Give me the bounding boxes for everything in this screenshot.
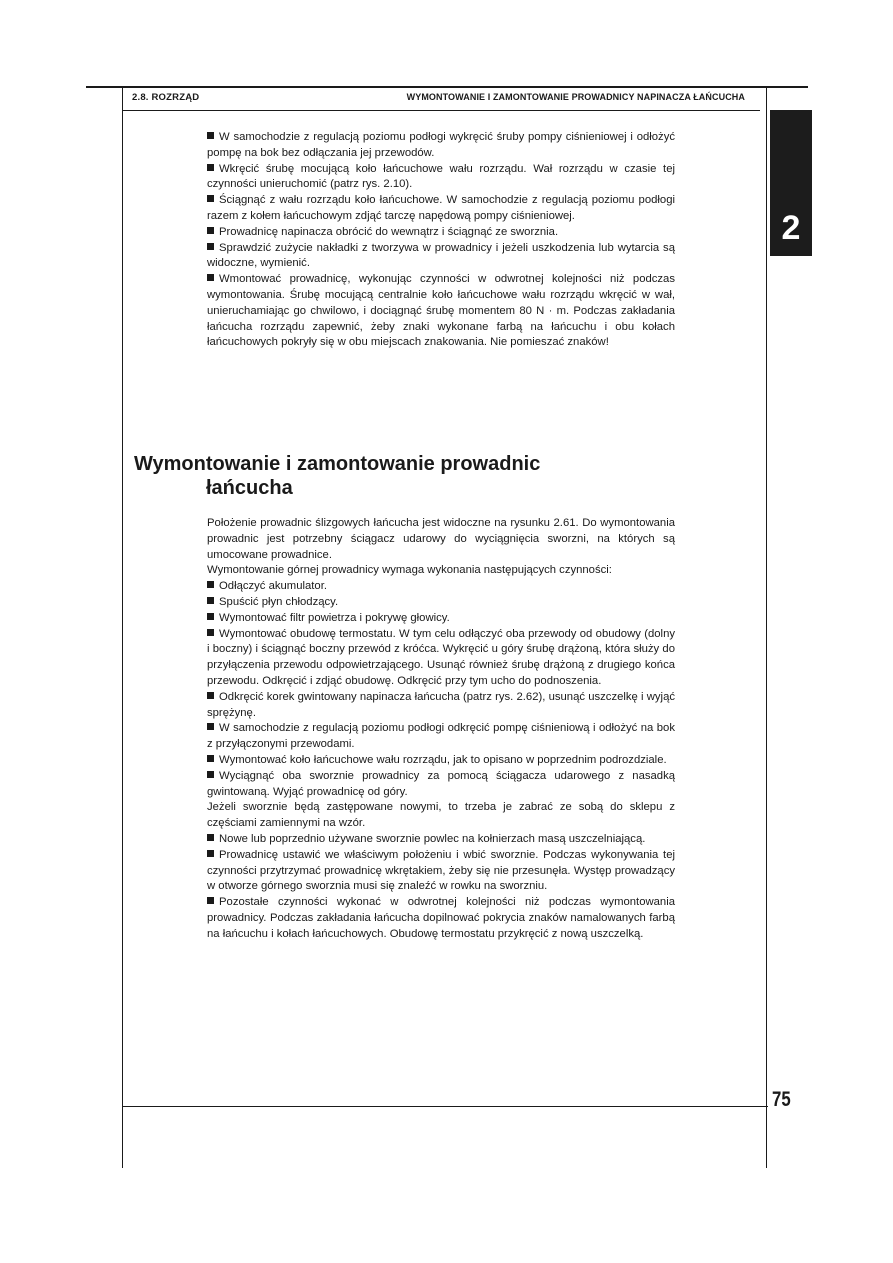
bullet-square-icon xyxy=(207,274,214,281)
bullet-square-icon xyxy=(207,850,214,857)
procedure-block-1 xyxy=(207,130,675,351)
section-heading-line1: Wymontowanie i zamontowanie prowadnic xyxy=(134,453,541,475)
list-item: W samochodzie z regulacją poziomu podłogi odkręcić pompę ciśnieniową i odłożyć na bok z przyłączonymi przewodami. xyxy=(207,722,675,751)
list-item: Wymontować obudowę termostatu. W tym celu odłączyć oba przewody od obudowy (dolny i boczny) i ściągnąć boczny przewód z króćca. Wykręcić u góry śrubę drążoną, która służy do przyłączenia przewodu odpowietrzającego. Usunąć również śrubę drążoną z drugiego końca przewodu. Odkręcić i zdjąć obudowę. Odkręcić przy tym ucho do podnoszenia. xyxy=(207,627,675,687)
running-header-section: 2.8. ROZRZĄD xyxy=(132,92,200,103)
bullet-square-icon xyxy=(207,723,214,730)
bullet-square-icon xyxy=(207,613,214,620)
chapter-tab-number: 2 xyxy=(770,200,812,256)
list-item: Odkręcić korek gwintowany napinacza łańcucha (patrz rys. 2.62), usunąć uszczelkę i wyjąć sprężynę. xyxy=(207,690,675,719)
list-item: Odłączyć akumulator. xyxy=(207,579,675,595)
bullet-square-icon xyxy=(207,132,214,139)
bullet-square-icon xyxy=(207,897,214,904)
chapter-tab-bar xyxy=(770,110,812,200)
page-number: 75 xyxy=(772,1088,791,1111)
list-item: W samochodzie z regulacją poziomu podłogi wykręcić śruby pompy ciśnieniowej i odłożyć pompę na bok bez odłączania jej przewodów. xyxy=(207,131,675,159)
list-item: Prowadnicę napinacza obrócić do wewnątrz i ściągnąć ze sworznia. xyxy=(207,225,675,241)
list-item: Spuścić płyn chłodzący. xyxy=(207,595,675,611)
section-heading-line2: łańcucha xyxy=(206,477,293,499)
bullet-square-icon xyxy=(207,692,214,699)
running-header-title: WYMONTOWANIE I ZAMONTOWANIE PROWADNICY NAPINACZA ŁAŃCUCHA xyxy=(406,92,745,102)
top-rule xyxy=(86,86,808,88)
left-margin-line xyxy=(122,86,123,1168)
list-item: Pozostałe czynności wykonać w odwrotnej kolejności niż podczas wymontowania prowadnicy. Podczas zakładania łańcucha dopilnować pokrycia znaków namalowanych farbą na łańcuchu i kołach łańcuchowych. Obudowę termostatu przykręcić z nową uszczelką. xyxy=(207,896,675,940)
section-heading xyxy=(134,452,540,500)
header-rule xyxy=(122,110,760,111)
procedure-block-2 xyxy=(207,516,675,943)
bullet-square-icon xyxy=(207,771,214,778)
bullet-square-icon xyxy=(207,581,214,588)
bullet-square-icon xyxy=(207,243,214,250)
bullet-square-icon xyxy=(207,227,214,234)
bullet-square-icon xyxy=(207,164,214,171)
bullet-square-icon xyxy=(207,834,214,841)
list-item: Prowadnicę ustawić we właściwym położeniu i wbić sworznie. Podczas wykonywania tej czynności przytrzymać prowadnicę wkrętakiem, żeby się nie przesunęła. Występ prowadzący w otworze górnego sworznia musi się znaleźć w rowku na sworzniu. xyxy=(207,848,675,893)
list-item: Wkręcić śrubę mocującą koło łańcuchowe wału rozrządu. Wał rozrządu w czasie tej czynności unieruchomić (patrz rys. 2.10). xyxy=(207,162,675,191)
bottom-rule xyxy=(122,1106,768,1107)
bullet-square-icon xyxy=(207,195,214,202)
intro-paragraph-2: Wymontowanie górnej prowadnicy wymaga wykonania następujących czynności: xyxy=(207,564,612,577)
list-item: Wyciągnąć oba sworznie prowadnicy za pomocą ściągacza udarowego z nasadką gwintowaną. Wyjąć prowadnicę od góry. xyxy=(207,769,675,798)
note-paragraph: Jeżeli sworznie będą zastępowane nowymi, to trzeba je zabrać ze sobą do sklepu z częściami zamiennymi na wzór. xyxy=(207,801,675,830)
list-item: Nowe lub poprzednio używane sworznie powlec na kołnierzach masą uszczelniającą. xyxy=(207,832,675,848)
intro-paragraph: Położenie prowadnic ślizgowych łańcucha jest widoczne na rysunku 2.61. Do wymontowania prowadnic jest potrzebny ściągacz udarowy do wyciągnięcia sworzni, na których są umocowane prowadnice. xyxy=(207,517,675,561)
bullet-square-icon xyxy=(207,597,214,604)
bullet-square-icon xyxy=(207,755,214,762)
list-item: Ściągnąć z wału rozrządu koło łańcuchowe. W samochodzie z regulacją poziomu podłogi razem z kołem łańcuchowym zdjąć tarczę napędową pompy ciśnieniowej. xyxy=(207,194,675,222)
list-item: Wmontować prowadnicę, wykonując czynności w odwrotnej kolejności niż podczas wymontowania. Śrubę mocującą centralnie koło łańcuchowe wału rozrządu wkręcić w wał, unieruchamiając go chwilowo, i dociągnąć śrubę momentem 80 N · m. Podczas zakładania łańcucha rozrządu zapewnić, żeby znaki wykonane farbą na łańcuchu i obu kołach łańcuchowych pokryły się w obu miejscach znakowania. Nie pomieszać znaków! xyxy=(207,273,675,349)
list-item: Wymontować filtr powietrza i pokrywę głowicy. xyxy=(207,611,675,627)
list-item: Wymontować koło łańcuchowe wału rozrządu, jak to opisano w poprzednim podrozdziale. xyxy=(207,753,675,769)
list-item: Sprawdzić zużycie nakładki z tworzywa w prowadnicy i jeżeli uszkodzenia lub wytarcia są widoczne, wymienić. xyxy=(207,241,675,270)
bullet-square-icon xyxy=(207,629,214,636)
right-margin-line xyxy=(766,86,767,1168)
